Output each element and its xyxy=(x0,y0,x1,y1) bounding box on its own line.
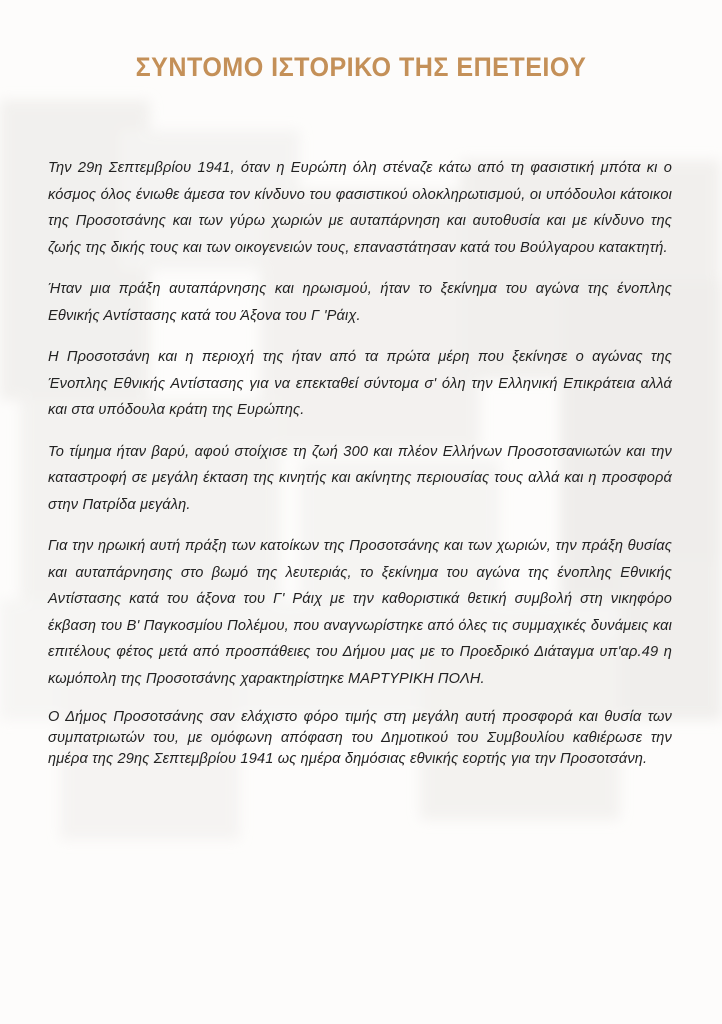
paragraph-4: Το τίμημα ήταν βαρύ, αφού στοίχισε τη ζωή 300 και πλέον Ελλήνων Προσοτσανιωτών και την καταστροφή σε μεγάλη έκταση της κινητής και ακίνητης περιουσίας τους αλλά και η προσφορά στην Πατρίδα μεγάλη. xyxy=(48,443,672,513)
paragraph-6: Ο Δήμος Προσοτσάνης σαν ελάχιστο φόρο τιμής στη μεγάλη αυτή προσφορά και θυσία των συμπατριωτών του, με ομόφωνη απόφαση του Δημοτικού του Συμβουλίου καθιέρωσε την ημέρα της 29ης Σεπτεμβρίου 1941 ως ημέρα δημόσιας εθνικής εορτής για την Προσοτσάνη. xyxy=(48,709,672,767)
paragraph-1: Την 29η Σεπτεμβρίου 1941, όταν η Ευρώπη όλη στέναζε κάτω από τη φασιστική μπότα κι ο κόσμος όλος ένιωθε άμεσα τον κίνδυνο του φασιστικού ολοκληρωτισμού, οι υπόδουλοι κάτοικοι της Προσοτσάνης και των γύρω χωριών με αυταπάρνηση και αυτοθυσία και με κίνδυνο της ζωής της δικής τους και των οικογενειών τους, επαναστάτησαν κατά του Βούλγαρου κατακτητή. xyxy=(48,160,672,256)
page-title: ΣΥΝΤΟΜΟ ΙΣΤΟΡΙΚΟ ΤΗΣ ΕΠΕΤΕΙΟΥ xyxy=(135,52,587,82)
paragraph-2: Ήταν μια πράξη αυταπάρνησης και ηρωισμού, ήταν το ξεκίνημα του αγώνα της ένοπλης Εθνικής Αντίστασης κατά του Άξονα του Γ 'Ράιχ. xyxy=(48,281,672,324)
article-body xyxy=(48,155,672,785)
paragraph-5: Για την ηρωική αυτή πράξη των κατοίκων της Προσοτσάνης και των χωριών, την πράξη θυσίας και αυταπάρνησης στο βωμό της λευτεριάς, το ξεκίνημα του αγώνα της ένοπλης Εθνικής Αντίστασης κατά του άξονα του Γ' Ράιχ με την καθοριστικά θετική συμβολή στη νικηφόρο έκβαση του Β' Παγκοσμίου Πολέμου, που αναγνωρίστηκε από όλες τις συμμαχικές δυνάμεις και επιτέλους φέτος μετά από προσπάθειες του Δήμου μας με το Προεδρικό Διάταγμα υπ'αρ.49 η κωμόπολη της Προσοτσάνης χαρακτηρίστηκε ΜΑΡΤΥΡΙΚΗ ΠΟΛΗ. xyxy=(48,538,672,687)
paragraph-3: Η Προσοτσάνη και η περιοχή της ήταν από τα πρώτα μέρη που ξεκίνησε ο αγώνας της Ένοπλης Εθνικής Αντίστασης για να επεκταθεί σύντομα σ' όλη την Ελληνική Επικράτεια αλλά και στα υπόδουλα κράτη της Ευρώπης. xyxy=(48,349,672,418)
